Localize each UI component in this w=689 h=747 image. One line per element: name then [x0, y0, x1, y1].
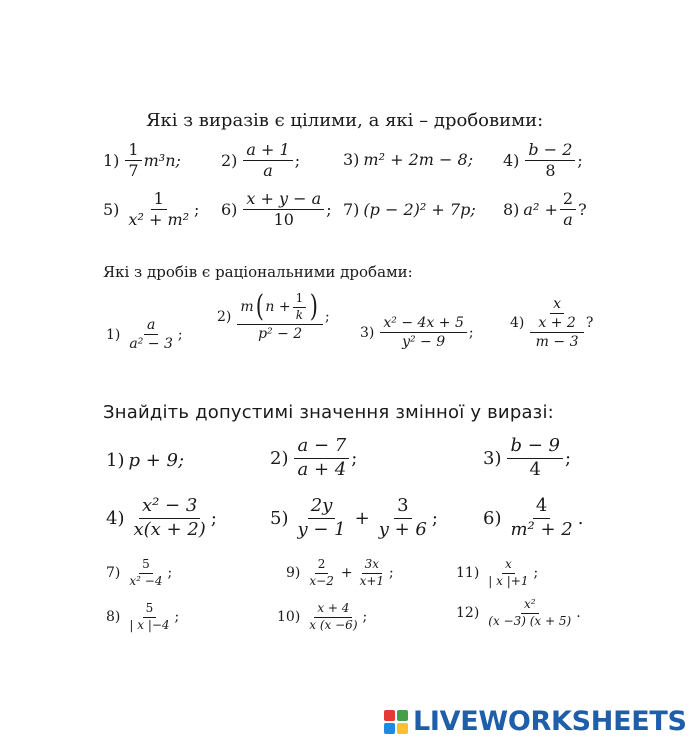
s4-item-8: 8) $\frac{5}{| x |-4}$ ;: [106, 601, 180, 632]
s2-item-4: 4) $\frac{\frac{x}{x + 2}}{m - 3}$ ?: [510, 296, 594, 351]
s1-item-8: 8) a² + $\frac{2}{a}$ ?: [503, 189, 587, 230]
section2-title: Які з дробів є раціональними дробами:: [103, 263, 413, 281]
s1-item-4: 4) $\frac{b - 2}{8}$ ;: [503, 140, 583, 181]
s1-item-7: 7) (p − 2)² + 7p;: [343, 200, 476, 219]
s1-item-1: 1) $\frac{1}{7}$ m³n;: [103, 140, 181, 181]
s4-item-7: 7) $\frac{5}{\text{x² −4}}$ ;: [106, 557, 173, 588]
s1-item-3: 3) m² + 2m − 8;: [343, 150, 474, 169]
s1-item-5: 5) $\frac{1}{\text{x² + m²}}$ ;: [103, 189, 200, 230]
liveworksheets-logo[interactable]: [383, 706, 687, 737]
s1-item-2: 2) $\frac{a + 1}{a}$ ;: [221, 140, 301, 181]
s2-item-2: 2) m ( n + $\frac{1}{k}$ ) p² − 2 ;: [217, 289, 330, 342]
s3-item-4: 4) $\frac{\text{x² − 3}}{x(x + 2)}$ ;: [106, 495, 217, 540]
s3-item-2: 2) $\frac{a - 7}{a + 4}$ ;: [270, 435, 358, 480]
s2-item-3: 3) $\frac{\text{x² − 4x + 5}}{\text{y² − 9}}$ ;: [360, 315, 474, 351]
s2-item-1: 1) $\frac{a}{\text{a² − 3}}$ ;: [106, 317, 183, 353]
liveworksheets-logo-icon: [383, 709, 409, 735]
s4-item-10: 10) $\frac{x + 4}{x (x -6)}$ ;: [277, 601, 368, 632]
s3-item-1: 1) p + 9;: [106, 450, 185, 471]
section1-title: Які з виразів є цілими, а які – дробовими:: [146, 110, 544, 131]
s1-item-6: 6) $\frac{x + y - a}{10}$ ;: [221, 189, 332, 230]
s3-item-5: 5) $\frac{2y}{y - 1}$ + $\frac{3}{y + 6}$ ;: [270, 495, 438, 540]
s3-item-6: 6) $\frac{4}{\text{m² + 2}}$ .: [483, 495, 584, 540]
liveworksheets-logo-text: LIVEWORKSHEETS: [413, 706, 687, 737]
s4-item-12: 12) $\frac{\text{x²}}{(x -3) (x + 5)}$ .: [456, 597, 581, 628]
s3-item-3: 3) $\frac{b - 9}{4}$ ;: [483, 435, 572, 480]
s4-item-11: 11) $\frac{x}{| x |+1}$ ;: [456, 557, 539, 588]
section3-title: Знайдіть допустимі значення змінної у виразі:: [103, 402, 554, 423]
s4-item-9: 9) $\frac{2}{x-2}$ + $\frac{3x}{x+1}$ ;: [286, 557, 394, 588]
